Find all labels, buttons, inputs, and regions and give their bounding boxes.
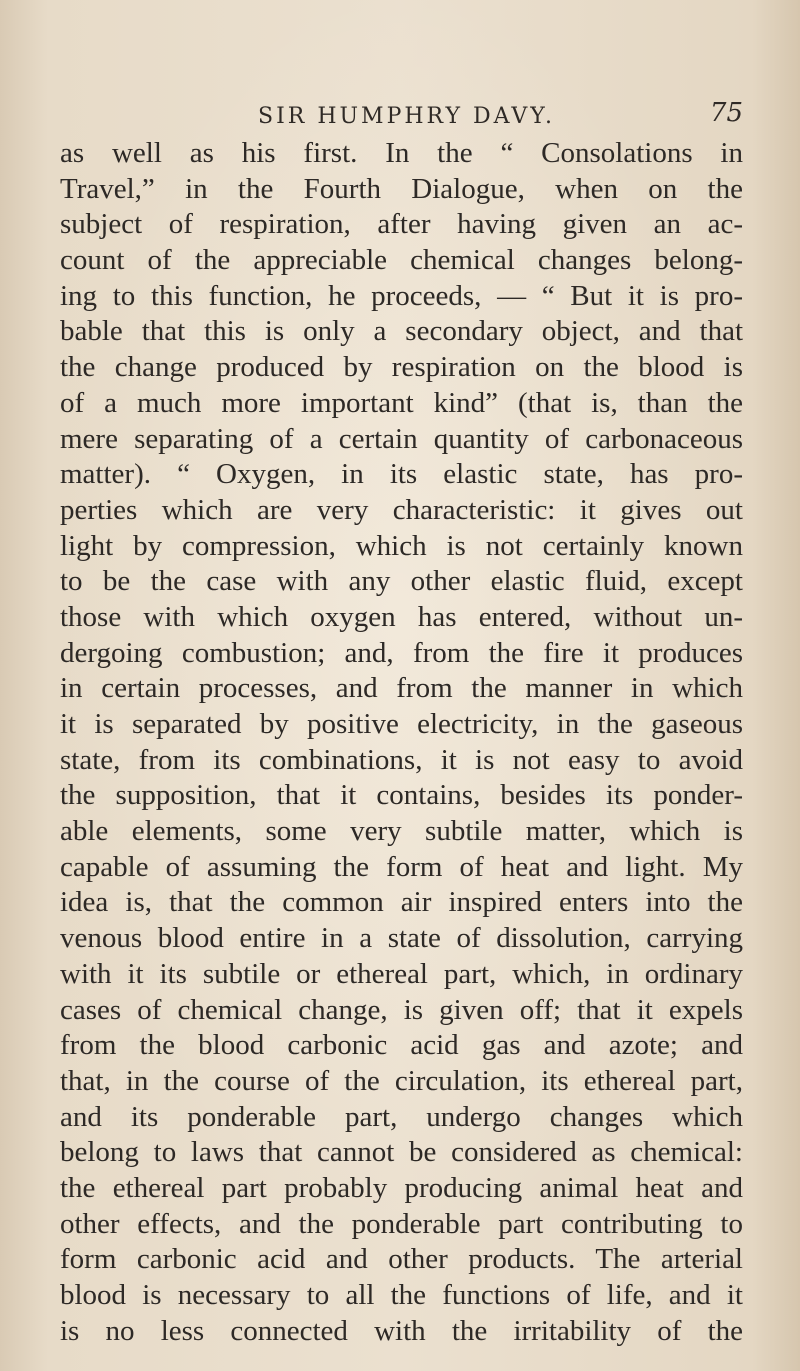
page-number: 75 — [709, 98, 743, 128]
running-head — [60, 98, 743, 138]
text-line: those with which oxygen has entered, without un- — [60, 600, 743, 633]
running-head-title: SIR HUMPHRY DAVY. — [258, 104, 555, 129]
text-line: blood is necessary to all the functions of life, and it — [60, 1279, 743, 1311]
text-line: Travel,” in the Fourth Dialogue, when on the — [60, 172, 743, 205]
text-line: form carbonic acid and other products. The arterial — [60, 1243, 743, 1276]
text-line: from the blood carbonic acid gas and azote; and — [60, 1029, 743, 1062]
body-paragraph — [60, 136, 743, 1349]
text-line: perties which are very characteristic: it gives out — [60, 493, 743, 526]
text-line: mere separating of a certain quantity of carbonaceous — [60, 422, 743, 455]
text-line: able elements, some very subtile matter, which is — [60, 815, 743, 848]
text-line: matter). “ Oxygen, in its elastic state, has pro- — [60, 458, 743, 491]
text-line: the ethereal part probably producing animal heat and — [60, 1171, 743, 1204]
text-line: subject of respiration, after having given an ac- — [60, 208, 743, 241]
text-line: belong to laws that cannot be considered as chemical: — [60, 1136, 743, 1169]
text-line: that, in the course of the circulation, its ethereal part, — [60, 1064, 743, 1097]
text-line: state, from its combinations, it is not easy to avoid — [60, 743, 743, 776]
text-line: in certain processes, and from the manner in which — [60, 672, 743, 705]
text-line: ing to this function, he proceeds, — “ But it is pro- — [60, 279, 743, 312]
text-line: with it its subtile or ethereal part, which, in ordinary — [60, 957, 743, 990]
text-line: is no less connected with the irritability of the — [60, 1314, 743, 1347]
text-line: cases of chemical change, is given off; that it expels — [60, 993, 743, 1026]
text-line: dergoing combustion; and, from the fire it produces — [60, 636, 743, 669]
text-line: the change produced by respiration on the blood is — [60, 351, 743, 384]
text-line: capable of assuming the form of heat and light. My — [60, 850, 743, 883]
text-line: bable that this is only a secondary object, and that — [60, 315, 743, 348]
text-line: of a much more important kind” (that is, than the — [60, 386, 743, 419]
text-line: light by compression, which is not certainly known — [60, 529, 743, 562]
text-line: count of the appreciable chemical changes belong- — [60, 244, 743, 277]
text-line: it is separated by positive electricity, in the gaseous — [60, 708, 743, 740]
text-line: as well as his first. In the “ Consolations in — [60, 137, 743, 169]
text-line: idea is, that the common air inspired enters into the — [60, 886, 743, 919]
text-line: and its ponderable part, undergo changes which — [60, 1100, 743, 1133]
text-line: the supposition, that it contains, besides its ponder- — [60, 779, 743, 812]
text-line: to be the case with any other elastic fluid, except — [60, 565, 743, 598]
text-line: other effects, and the ponderable part contributing to — [60, 1207, 743, 1240]
text-line: venous blood entire in a state of dissolution, carrying — [60, 922, 743, 955]
